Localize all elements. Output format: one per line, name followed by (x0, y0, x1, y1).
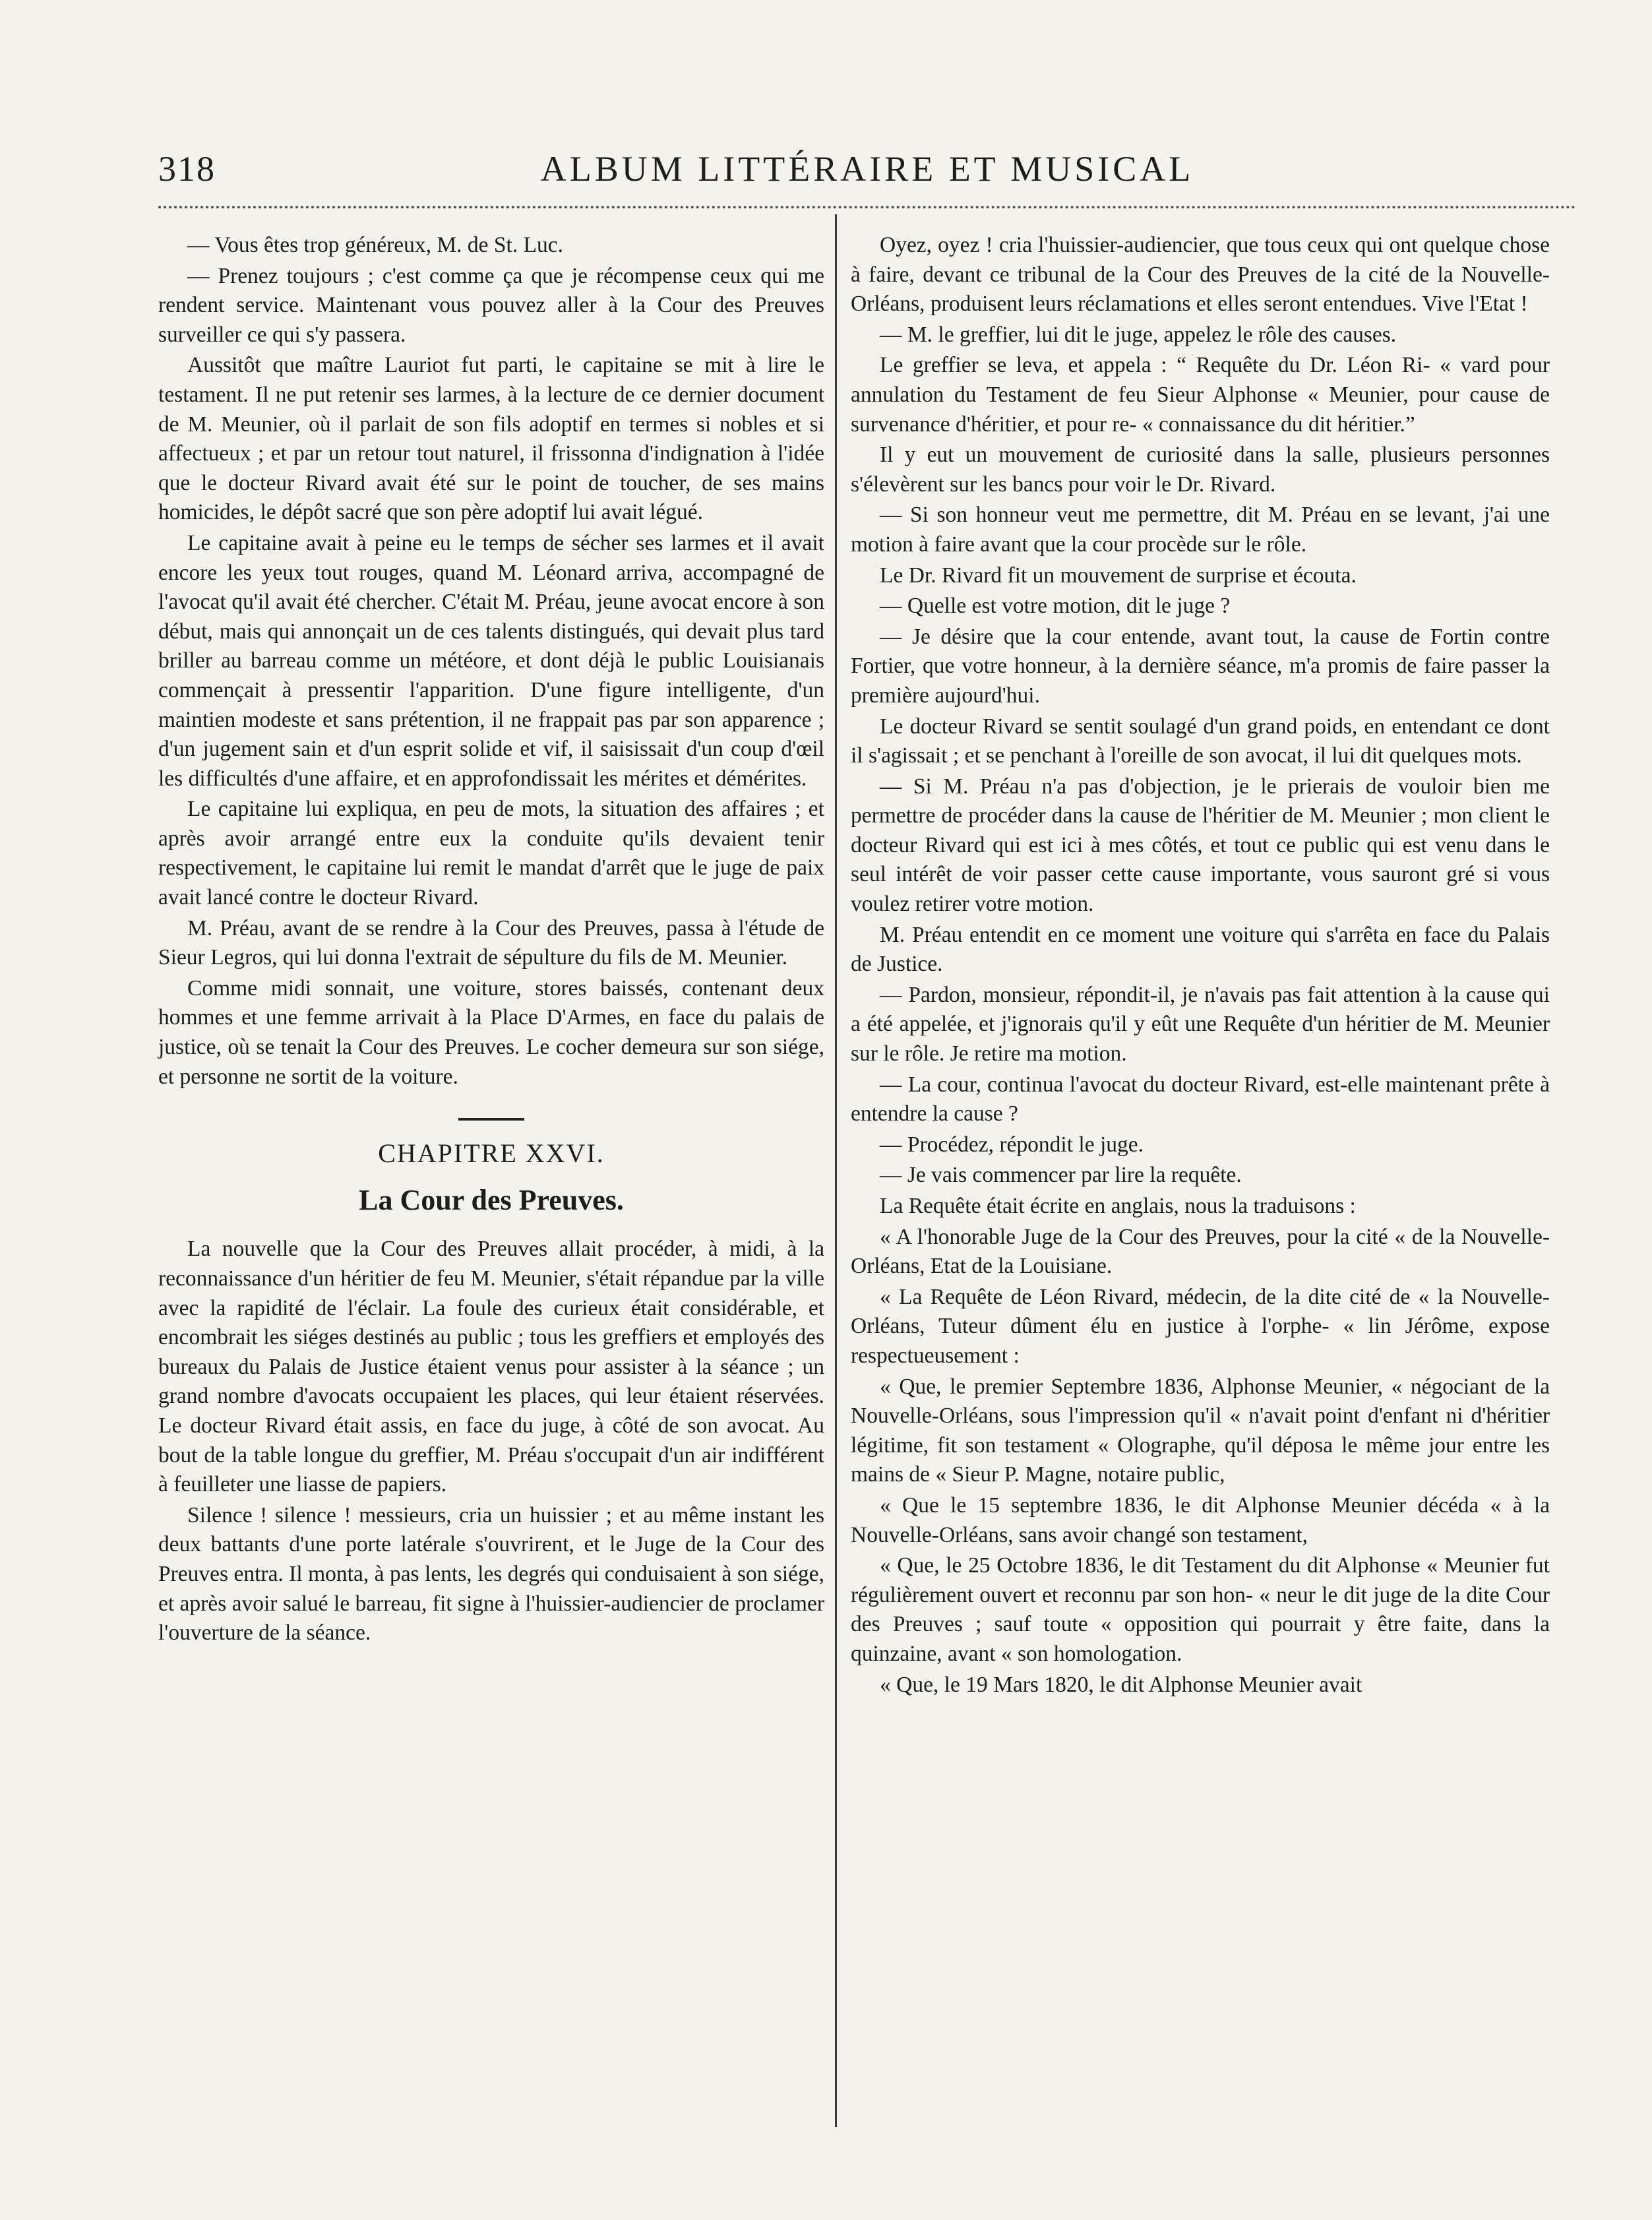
paragraph: — Vous êtes trop généreux, M. de St. Luc. (187, 233, 564, 257)
paragraph: — Si M. Préau n'a pas d'objection, je le prierais de vouloir bien me permettre de procéder dans la cause de l'héritier de M. Meunier ; mon client le docteur Rivard qui est ici à mes côtés, et tout ce public qui est venu dans le seul intérêt de voir passer cette cause importante, vous sauront gré si vous voulez retirer votre motion. (851, 774, 1550, 917)
paragraph: La Requête était écrite en anglais, nous la traduisons : (880, 1194, 1356, 1218)
paragraph: — Quelle est votre motion, dit le juge ? (880, 594, 1231, 619)
paragraph: — M. le greffier, lui dit le juge, appelez le rôle des causes. (880, 322, 1397, 347)
paragraph: — La cour, continua l'avocat du docteur Rivard, est-elle maintenant prête à entendre la cause ? (851, 1072, 1550, 1126)
paragraph: M. Préau, avant de se rendre à la Cour des Preuves, passa à l'étude de Sieur Legros, qui lui donna l'extrait de sépulture du fils de M. Meunier. (158, 915, 824, 970)
section-rule (458, 1118, 524, 1121)
paragraph: « A l'honorable Juge de la Cour des Preuves, pour la cité « de la Nouvelle-Orléans, Etat de la Louisiane. (851, 1224, 1550, 1279)
paragraph: Le capitaine lui expliqua, en peu de mots, la situation des affaires ; et après avoir arrangé entre eux la conduite qu'ils devaient tenir respectivement, le capitaine lui remit le mandat d'arrêt que le juge de paix avait lancé contre le docteur Rivard. (158, 797, 824, 910)
paragraph: « Que, le 19 Mars 1820, le dit Alphonse Meunier avait (880, 1672, 1362, 1697)
paragraph: Le capitaine avait à peine eu le temps de sécher ses larmes et il avait encore les yeux tout rouges, quand M. Léonard arriva, accompagné de l'avocat qu'il avait été chercher. C'était M. Préau, jeune avocat encore à son début, mais qui annonçait un de ces talents distingués, qui devait plus tard briller au barreau comme un météore, et dont déjà le public Louisianais commençait à pressentir l'apparition. D'une figure intelligente, d'un maintien modeste et sans prétention, il ne frappait pas par son apparence ; d'un jugement sain et d'un esprit solide et vif, il saisissait d'un coup d'œil les difficultés d'une affaire, et en approfondissait les mérites et démérites. (158, 530, 824, 791)
page-header (158, 148, 1576, 201)
right-column (851, 231, 1550, 1701)
paragraph: Il y eut un mouvement de curiosité dans la salle, plusieurs personnes s'élevèrent sur les bancs pour voir le Dr. Rivard. (851, 443, 1550, 497)
paragraph: Oyez, oyez ! cria l'huissier-audiencier, que tous ceux qui ont quelque chose à faire, devant ce tribunal de la Cour des Preuves de la cité de la Nouvelle-Orléans, produisent leurs réclamations et elles seront entendues. Vive l'Etat ! (851, 233, 1550, 317)
paragraph: — Si son honneur veut me permettre, dit M. Préau en se levant, j'ai une motion à faire avant que la cour procède sur le rôle. (851, 503, 1550, 557)
paragraph: « Que, le 25 Octobre 1836, le dit Testament du dit Alphonse « Meunier fut régulièrement ouvert et reconnu par son hon- « neur le dit juge de la dite Cour des Preuves ; sauf toute « opposition qui pourrait y être faite, dans la quinzaine, avant « son homologation. (851, 1553, 1550, 1666)
paragraph: M. Préau entendit en ce moment une voiture qui s'arrêta en face du Palais de Justice. (851, 922, 1550, 977)
paragraph: « La Requête de Léon Rivard, médecin, de la dite cité de « la Nouvelle-Orléans, Tuteur dûment élu en justice à l'orphe- « lin Jérôme, expose respectueusement : (851, 1284, 1550, 1368)
running-title: ALBUM LITTÉRAIRE ET MUSICAL (540, 149, 1194, 189)
paragraph: « Que le 15 septembre 1836, le dit Alphonse Meunier décéda « à la Nouvelle-Orléans, sans avoir changé son testament, (851, 1493, 1550, 1547)
paragraph: La nouvelle que la Cour des Preuves allait procéder, à midi, à la reconnaissance d'un héritier de feu M. Meunier, s'était répandue par la ville avec la rapidité de l'éclair. La foule des curieux était considérable, et encombrait les siéges destinés au public ; tous les greffiers et employés des bureaux du Palais de Justice étaient venus pour assister à la séance ; un grand nombre d'avocats occupaient les places, qui leur étaient réservées. Le docteur Rivard était assis, en face du juge, à côté de son avocat. Au bout de la table longue du greffier, M. Préau s'occupait d'un air indifférent à feuilleter une liasse de papiers. (158, 1237, 824, 1497)
left-column (158, 231, 824, 1650)
page-number: 318 (158, 149, 216, 189)
chapter-subtitle: La Cour des Preuves. (359, 1183, 624, 1216)
paragraph: Le docteur Rivard se sentit soulagé d'un grand poids, en entendant ce dont il s'agissait ; et se penchant à l'oreille de son avocat, il lui dit quelques mots. (851, 714, 1550, 768)
paragraph: Silence ! silence ! messieurs, cria un huissier ; et au même instant les deux battants d'une porte latérale s'ouvrirent, et le Juge de la Cour des Preuves entra. Il monta, à pas lents, les degrés qui conduisaient à son siége, et après avoir salué le barreau, fit signe à l'huissier-audiencier de proclamer l'ouverture de la séance. (158, 1502, 824, 1646)
paragraph: — Procédez, répondit le juge. (880, 1132, 1144, 1157)
header-rule (158, 206, 1576, 208)
paragraph: — Pardon, monsieur, répondit-il, je n'avais pas fait attention à la cause qui a été appelée, et j'ignorais qu'il y eût une Requête d'un héritier de M. Meunier sur le rôle. Je retire ma motion. (851, 982, 1550, 1066)
paragraph: « Que, le premier Septembre 1836, Alphonse Meunier, « négociant de la Nouvelle-Orléans, sous l'impression qu'il « n'avait point d'enfant ni d'héritier légitime, fit son testament « Olographe, qu'il déposa le même jour entre les mains de « Sieur P. Magne, notaire public, (851, 1374, 1550, 1487)
chapter-title: CHAPITRE XXVI. (378, 1138, 605, 1169)
paragraph: — Prenez toujours ; c'est comme ça que je récompense ceux qui me rendent service. Maintenant vous pouvez aller à la Cour des Preuves surveiller ce qui s'y passera. (158, 263, 824, 347)
paragraph: Comme midi sonnait, une voiture, stores baissés, contenant deux hommes et une femme arrivait à la Place D'Armes, en face du palais de justice, où se tenait la Cour des Preuves. Le cocher demeura sur son siége, et personne ne sortit de la voiture. (158, 975, 824, 1089)
paragraph: — Je vais commencer par lire la requête. (880, 1163, 1242, 1188)
paragraph: — Je désire que la cour entende, avant tout, la cause de Fortin contre Fortier, que votre honneur, à la dernière séance, m'a promis de faire passer la première aujourd'hui. (851, 624, 1550, 708)
paragraph: Le greffier se leva, et appela : “ Requête du Dr. Léon Ri- « vard pour annulation du Testament de feu Sieur Alphonse « Meunier, pour cause de survenance d'héritier, et pour re- « connaissance du dit héritier.” (851, 353, 1550, 437)
paragraph: Le Dr. Rivard fit un mouvement de surprise et écouta. (880, 563, 1357, 588)
column-divider (835, 214, 837, 2127)
paragraph: Aussitôt que maître Lauriot fut parti, le capitaine se mit à lire le testament. Il ne put retenir ses larmes, à la lecture de ce dernier document de M. Meunier, où il parlait de son fils adoptif en termes si nobles et si affectueux ; et par un retour tout naturel, il frissonna d'indignation à l'idée que le docteur Rivard avait été sur le point de toucher, de ses mains homicides, le dépôt sacré que son père adoptif lui avait légué. (158, 353, 824, 525)
